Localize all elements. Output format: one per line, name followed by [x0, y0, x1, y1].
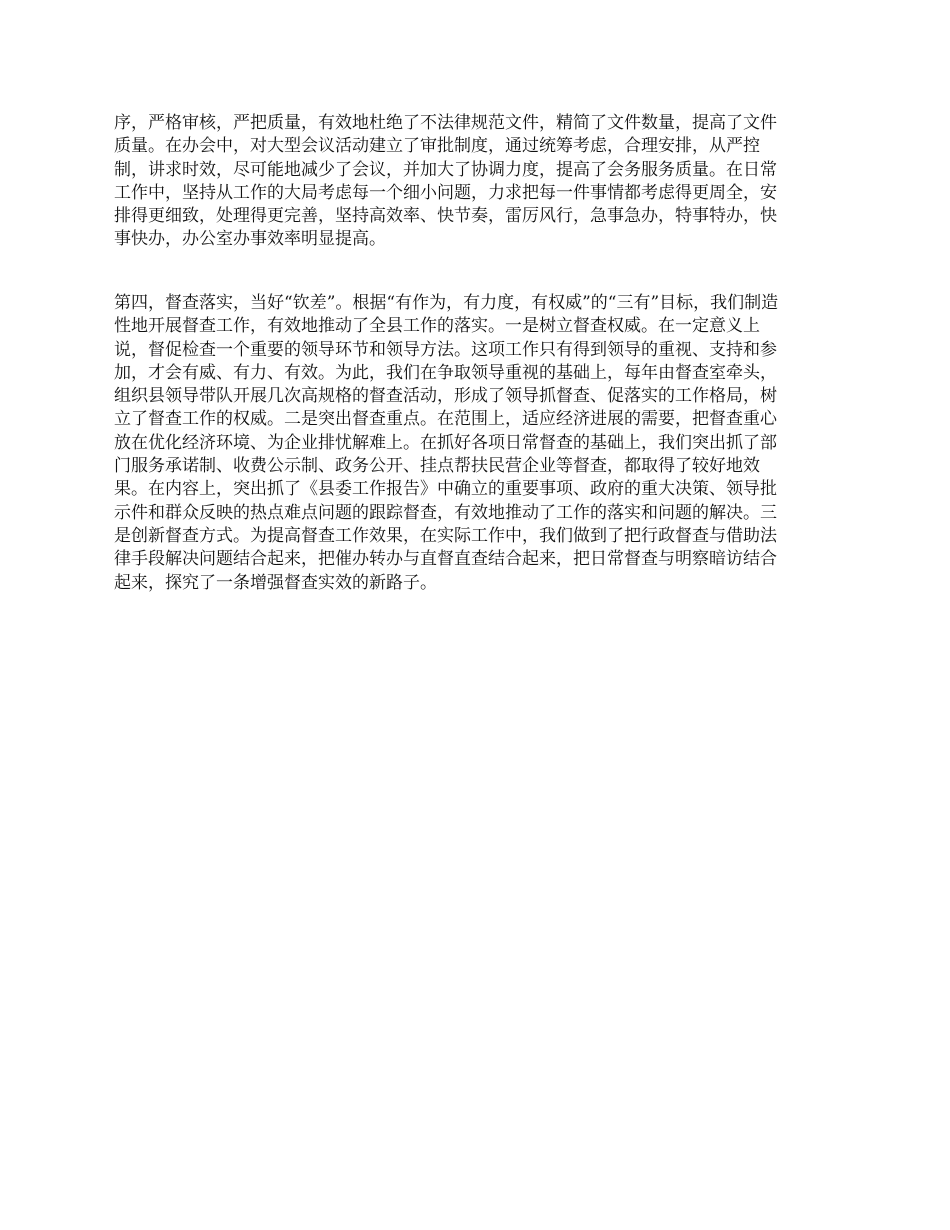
paragraph-supervision: 第四，督查落实，当好“钦差”。根据“有作为，有力度，有权威”的“三有”目标，我们制造 性地开展督查工作，有效地推动了全县工作的落实。一是树立督查权威。在一定意义上 说，督促检查一个重要的领导环节和领导方法。这项工作只有得到领导的重视、支持和参 加，才会有威、有力、有效。为此，我们在争取领导重视的基础上，每年由督查室牵头， 组织县领导带队开展几次高规格的督查活动，形成了领导抓督查、促落实的工作格局，树 立了督查工作的权威。二是突出督查重点。在范围上，适应经济进展的需要，把督查重心 放在优化经济环境、为企业排忧解难上。在抓好各项日常督查的基础上，我们突出抓了部 门服务承诺制、收费公示制、政务公开、挂点帮扶民营企业等督查，都取得了较好地效 果。在内容上，突出抓了《县委工作报告》中确立的重要事项、政府的重大决策、领导批 示件和群众反映的热点难点问题的跟踪督查，有效地推动了工作的落实和问题的解决。三 是创新督查方式。为提高督查工作效果，在实际工作中，我们做到了把行政督查与借助法 律手段解决问题结合起来，把催办转办与直督直查结合起来，把日常督查与明察暗访结合 起来，探究了一条增强督查实效的新路子。 — [114, 293, 779, 593]
paragraph-office-efficiency: 序，严格审核，严把质量，有效地杜绝了不法律规范文件，精简了文件数量，提高了文件 质量。在办会中，对大型会议活动建立了审批制度，通过统筹考虑，合理安排，从严控 制，讲求时效，尽可能地减少了会议，并加大了协调力度，提高了会务服务质量。在日常 工作中，坚持从工作的大局考虑每一个细小问题，力求把每一件事情都考虑得更周全，安 排得更细致，处理得更完善，坚持高效率、快节奏，雷厉风行，急事急办，特事特办，快 事快办，办公室办事效率明显提高。 — [114, 113, 777, 250]
